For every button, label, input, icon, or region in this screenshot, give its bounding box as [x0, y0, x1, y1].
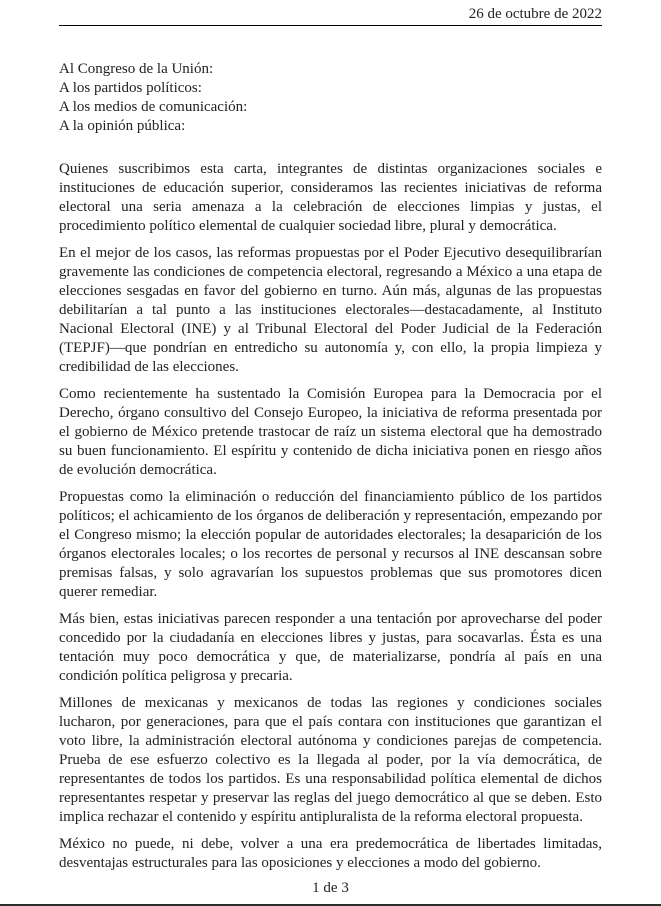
- paragraph-7: México no puede, ni debe, volver a una era predemocrática de libertades limitadas, desventajas estructurales para las oposiciones y elecciones a modo del gobierno.: [59, 836, 602, 871]
- addressee-line-congreso: Al Congreso de la Unión:: [59, 61, 214, 77]
- addressee-block: [59, 60, 602, 136]
- paragraph-2: En el mejor de los casos, las reformas propuestas por el Poder Ejecutivo desequilibrarían gravemente las condiciones de competencia electoral, regresando a México a una etapa de elecciones sesgadas en favor del gobierno en turno. Aún más, algunas de las propuestas debilitarían a tal punto a las instituciones electorales—destacadamente, al Instituto Nacional Electoral (INE) y al Tribunal Electoral del Poder Judicial de la Federación (TEPJF)—que pondrían en entredicho su autonomía y, con ello, la propia limpieza y credibilidad de las elecciones.: [59, 245, 602, 375]
- addressee-line-medios: A los medios de comunicación:: [59, 99, 248, 115]
- addressee-line-opinion: A la opinión pública:: [59, 118, 186, 134]
- paragraph-4: Propuestas como la eliminación o reducción del financiamiento público de los partidos políticos; el achicamiento de los órganos de deliberación y representación, empezando por el Congreso mismo; la elección popular de autoridades electorales; la desaparición de los órganos electorales locales; o los recortes de personal y recursos al INE descansan sobre premisas falsas, y solo agravarían los supuestos problemas que sus promotores dicen querer remediar.: [59, 489, 602, 600]
- letter-date: 26 de octubre de 2022: [468, 6, 602, 22]
- letter-header: [59, 5, 602, 26]
- page-number: 1 de 3: [312, 880, 349, 896]
- paragraph-1: Quienes suscribimos esta carta, integrantes de distintas organizaciones sociales e instituciones de educación superior, consideramos las recientes iniciativas de reforma electoral una seria amenaza a la celebración de elecciones limpias y justas, el procedimiento político elemental de cualquier sociedad libre, plural y democrática.: [59, 161, 602, 234]
- addressee-line-partidos: A los partidos políticos:: [59, 80, 202, 96]
- letter-body: [59, 160, 602, 873]
- header-rule: [59, 25, 602, 26]
- paragraph-6: Millones de mexicanas y mexicanos de todas las regiones y condiciones sociales lucharon, por generaciones, para que el país contara con instituciones que garantizan el voto libre, la administración electoral autónoma y condiciones parejas de competencia. Prueba de ese esfuerzo colectivo es la llegada al poder, por la vía democrática, de representantes de todos los partidos. Es una responsabilidad política elemental de dichos representantes respetar y preservar las reglas del juego democrático al que se deben. Esto implica rechazar el contenido y espíritu antipluralista de la reforma electoral propuesta.: [59, 695, 602, 825]
- paragraph-5: Más bien, estas iniciativas parecen responder a una tentación por aprovecharse del poder concedido por la ciudadanía en elecciones libres y justas, para socavarlas. Ésta es una tentación muy poco democrática y que, de materializarse, pondría al país en una condición política peligrosa y precaria.: [59, 611, 602, 684]
- page-footer: [0, 879, 661, 898]
- paragraph-3: Como recientemente ha sustentado la Comisión Europea para la Democracia por el Derecho, órgano consultivo del Consejo Europeo, la iniciativa de reforma presentada por el gobierno de México pretende trastocar de raíz un sistema electoral que ha demostrado su buen funcionamiento. El espíritu y contenido de dicha iniciativa ponen en riesgo años de evolución democrática.: [59, 386, 602, 478]
